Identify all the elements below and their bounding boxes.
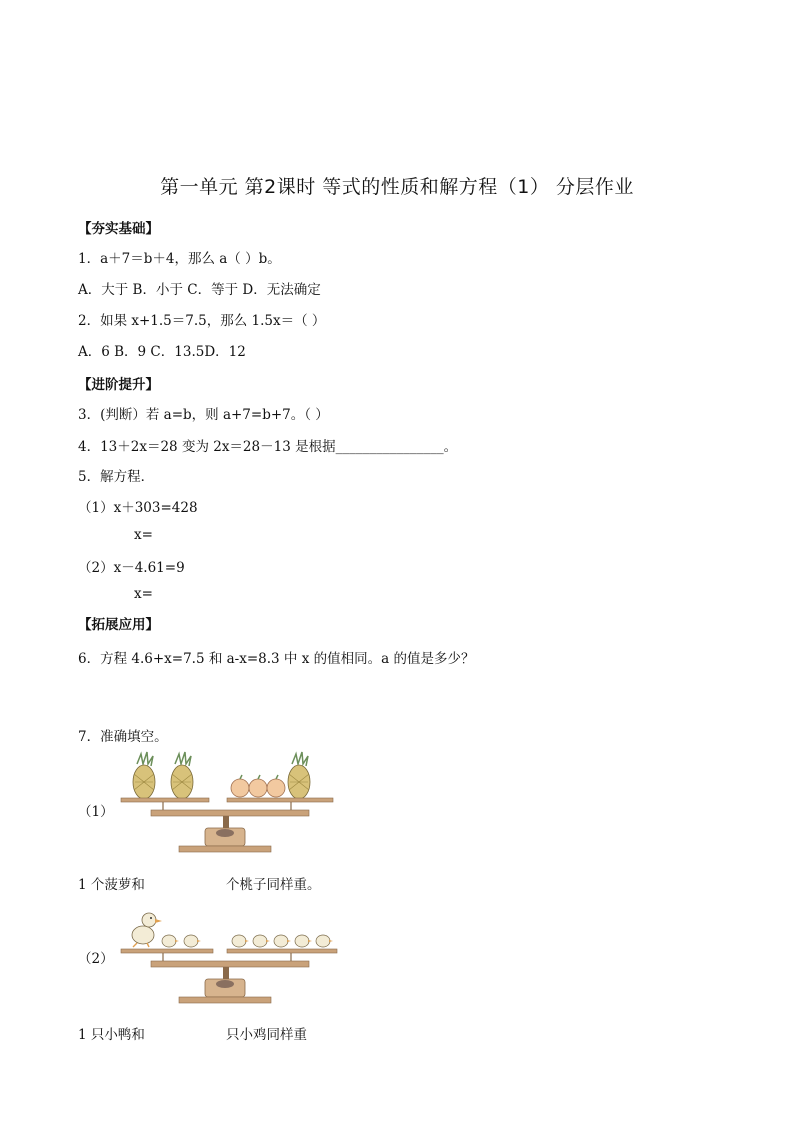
chick-icon (162, 935, 179, 947)
question-5-part-1: （1）x＋303=428 (78, 500, 198, 516)
section-extend: 【拓展应用】 (78, 617, 159, 633)
peach-icon (267, 775, 285, 797)
section-advanced: 【进阶提升】 (78, 377, 159, 393)
peach-icon (231, 775, 249, 797)
question-7-part-2-label: （2） (78, 951, 114, 967)
question-5-part-1-answer: x= (134, 527, 153, 543)
chick-icon (184, 935, 201, 947)
question-7-part-1-label: （1） (78, 804, 114, 820)
question-7-part-2-left: 1 只小鸭和 (78, 1027, 145, 1043)
question-3: 3．(判断）若 a=b，则 a+7=b+7。（ ） (78, 407, 329, 423)
balance-scale-duck-chicks (115, 905, 345, 1010)
question-2-options: A．6 B．9 C．13.5D．12 (78, 344, 246, 360)
question-5-stem: 5．解方程． (78, 469, 155, 485)
chick-icon (253, 935, 270, 947)
peach-icon (249, 775, 267, 797)
question-7-part-1-right: 个桃子同样重。 (226, 877, 321, 893)
question-2-stem: 2．如果 x+1.5＝7.5，那么 1.5x＝（ ） (78, 313, 326, 329)
question-5-part-2: （2）x－4.61=9 (78, 560, 185, 576)
chick-icon (316, 935, 333, 947)
pineapple-icon (133, 752, 155, 799)
section-basic: 【夯实基础】 (78, 221, 159, 237)
balance-scale-pineapples-peaches (115, 752, 345, 857)
question-7-part-2-right: 只小鸡同样重 (226, 1027, 307, 1043)
chick-icon (232, 935, 249, 947)
question-7-stem: 7．准确填空。 (78, 729, 168, 745)
chick-icon (274, 935, 291, 947)
question-1-stem: 1．a＋7＝b＋4，那么 a（ ）b。 (78, 251, 281, 267)
question-4: 4．13＋2x＝28 变为 2x＝28－13 是根据________________。 (78, 439, 458, 455)
question-1-options: A．大于 B．小于 C．等于 D．无法确定 (78, 282, 321, 298)
page-title: 第一单元 第2课时 等式的性质和解方程（1） 分层作业 (160, 176, 634, 198)
chick-icon (295, 935, 312, 947)
pineapple-icon (288, 752, 310, 799)
question-7-part-1-left: 1 个菠萝和 (78, 877, 145, 893)
question-5-part-2-answer: x= (134, 586, 153, 602)
question-6: 6．方程 4.6+x=7.5 和 a-x=8.3 中 x 的值相同。a 的值是多少？ (78, 651, 475, 667)
duck-icon (132, 913, 162, 947)
pineapple-icon (171, 752, 193, 799)
